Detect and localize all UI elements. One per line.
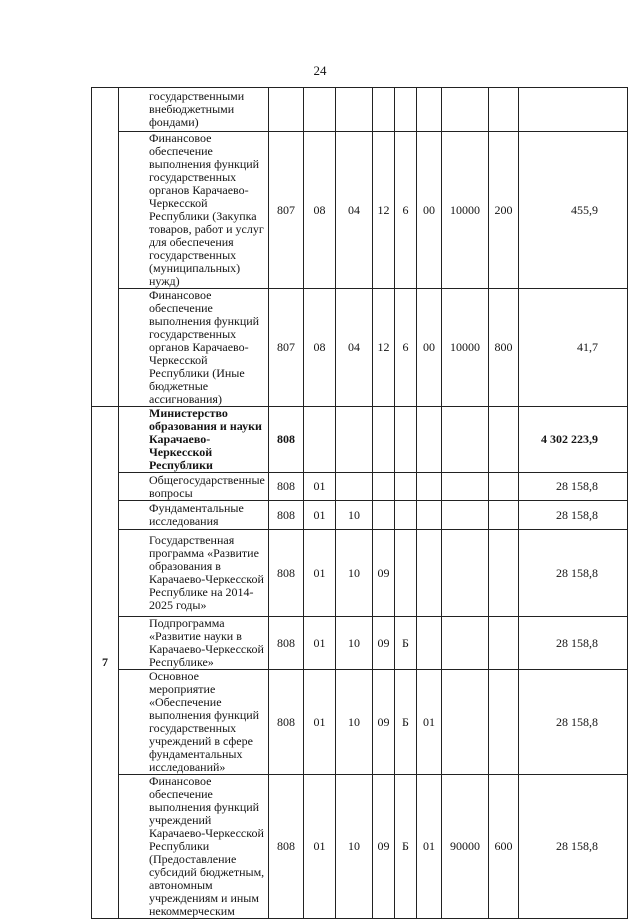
table-row xyxy=(92,407,628,473)
ministry-cell: 808 xyxy=(269,501,304,530)
amount-cell: 28 158,8 xyxy=(519,617,628,670)
row-number-cell: 7 xyxy=(92,407,119,919)
expense-type-cell xyxy=(489,407,519,473)
page-number: 24 xyxy=(313,63,327,78)
ministry-cell: 808 xyxy=(269,407,304,473)
amount-cell: 28 158,8 xyxy=(519,473,628,501)
table-row xyxy=(92,289,628,407)
section-cell: 08 xyxy=(304,289,336,407)
amount-cell: 28 158,8 xyxy=(519,775,628,919)
event-cell: 01 xyxy=(417,775,442,919)
program-cell xyxy=(373,501,395,530)
expense-type-cell: 200 xyxy=(489,132,519,289)
amount-cell: 455,9 xyxy=(519,132,628,289)
table-row xyxy=(92,530,628,617)
amount-cell: 28 158,8 xyxy=(519,501,628,530)
row-name-cell: Финансовое обеспечение выполнения функций государственных органов Карачаево-Черкесской Республики (Иные бюджетные ассигнования) xyxy=(119,289,269,407)
event-cell xyxy=(417,617,442,670)
event-cell: 00 xyxy=(417,289,442,407)
ministry-cell: 807 xyxy=(269,289,304,407)
program-cell xyxy=(373,473,395,501)
direction-cell xyxy=(442,88,489,132)
section-cell xyxy=(304,88,336,132)
table-row xyxy=(92,617,628,670)
table-row xyxy=(92,132,628,289)
subprogram-cell: Б xyxy=(395,670,417,775)
table-row xyxy=(92,473,628,501)
row-name-cell: Основное мероприятие «Обеспечение выполнения функций государственных учреждений в сфере фундаментальных исследований» xyxy=(119,670,269,775)
row-name-cell: государственными внебюджетными фондами) xyxy=(119,88,269,132)
program-cell: 12 xyxy=(373,289,395,407)
row-name-cell: Государственная программа «Развитие образования в Карачаево-Черкесской Республике на 2014-2025 годы» xyxy=(119,530,269,617)
table-row xyxy=(92,501,628,530)
ministry-cell: 808 xyxy=(269,530,304,617)
subsection-cell: 10 xyxy=(336,501,373,530)
program-cell xyxy=(373,88,395,132)
section-cell: 01 xyxy=(304,473,336,501)
event-cell xyxy=(417,88,442,132)
subprogram-cell xyxy=(395,530,417,617)
event-cell xyxy=(417,530,442,617)
row-name-cell: Общегосударственные вопросы xyxy=(119,473,269,501)
subprogram-cell xyxy=(395,407,417,473)
ministry-cell: 808 xyxy=(269,473,304,501)
subsection-cell: 04 xyxy=(336,132,373,289)
table-body xyxy=(92,88,628,919)
program-cell: 09 xyxy=(373,530,395,617)
expense-type-cell xyxy=(489,530,519,617)
direction-cell xyxy=(442,617,489,670)
subprogram-cell: 6 xyxy=(395,289,417,407)
ministry-cell: 808 xyxy=(269,617,304,670)
expense-type-cell xyxy=(489,473,519,501)
program-cell: 12 xyxy=(373,132,395,289)
subsection-cell xyxy=(336,88,373,132)
event-cell xyxy=(417,407,442,473)
direction-cell: 10000 xyxy=(442,132,489,289)
ministry-cell: 808 xyxy=(269,775,304,919)
direction-cell: 90000 xyxy=(442,775,489,919)
event-cell xyxy=(417,501,442,530)
section-cell: 01 xyxy=(304,617,336,670)
table-row xyxy=(92,88,628,132)
subsection-cell xyxy=(336,407,373,473)
row-name-cell: Министерство образования и науки Карачаево-Черкесской Республики xyxy=(119,407,269,473)
subprogram-cell: 6 xyxy=(395,132,417,289)
amount-cell xyxy=(519,88,628,132)
budget-table xyxy=(91,87,628,919)
direction-cell: 10000 xyxy=(442,289,489,407)
event-cell: 00 xyxy=(417,132,442,289)
amount-cell: 28 158,8 xyxy=(519,670,628,775)
expense-type-cell xyxy=(489,670,519,775)
subsection-cell: 10 xyxy=(336,530,373,617)
expense-type-cell: 600 xyxy=(489,775,519,919)
direction-cell xyxy=(442,670,489,775)
section-cell: 01 xyxy=(304,501,336,530)
expense-type-cell: 800 xyxy=(489,289,519,407)
row-name-cell: Фундаментальные исследования xyxy=(119,501,269,530)
expense-type-cell xyxy=(489,501,519,530)
program-cell xyxy=(373,407,395,473)
event-cell: 01 xyxy=(417,670,442,775)
row-name-cell: Финансовое обеспечение выполнения функций учреждений Карачаево-Черкесской Республики (Предоставление субсидий бюджетным, автономным учреждениям и иным некоммерческим xyxy=(119,775,269,919)
section-cell: 01 xyxy=(304,670,336,775)
subsection-cell xyxy=(336,473,373,501)
event-cell xyxy=(417,473,442,501)
amount-cell: 41,7 xyxy=(519,289,628,407)
subsection-cell: 04 xyxy=(336,289,373,407)
amount-cell: 4 302 223,9 xyxy=(519,407,628,473)
subsection-cell: 10 xyxy=(336,670,373,775)
table-row xyxy=(92,670,628,775)
expense-type-cell xyxy=(489,617,519,670)
section-cell: 01 xyxy=(304,775,336,919)
direction-cell xyxy=(442,501,489,530)
row-number-cell xyxy=(92,88,119,407)
program-cell: 09 xyxy=(373,617,395,670)
row-name-cell: Финансовое обеспечение выполнения функций государственных органов Карачаево-Черкесской Республики (Закупка товаров, работ и услуг для обеспечения государственных (муниципальных) нужд) xyxy=(119,132,269,289)
ministry-cell xyxy=(269,88,304,132)
table-row xyxy=(92,775,628,919)
direction-cell xyxy=(442,407,489,473)
subprogram-cell: Б xyxy=(395,617,417,670)
expense-type-cell xyxy=(489,88,519,132)
row-name-cell: Подпрограмма «Развитие науки в Карачаево-Черкесской Республике» xyxy=(119,617,269,670)
direction-cell xyxy=(442,473,489,501)
subprogram-cell: Б xyxy=(395,775,417,919)
amount-cell: 28 158,8 xyxy=(519,530,628,617)
section-cell: 01 xyxy=(304,530,336,617)
section-cell: 08 xyxy=(304,132,336,289)
subprogram-cell xyxy=(395,473,417,501)
program-cell: 09 xyxy=(373,775,395,919)
ministry-cell: 807 xyxy=(269,132,304,289)
program-cell: 09 xyxy=(373,670,395,775)
subprogram-cell xyxy=(395,501,417,530)
subprogram-cell xyxy=(395,88,417,132)
ministry-cell: 808 xyxy=(269,670,304,775)
section-cell xyxy=(304,407,336,473)
direction-cell xyxy=(442,530,489,617)
subsection-cell: 10 xyxy=(336,775,373,919)
subsection-cell: 10 xyxy=(336,617,373,670)
